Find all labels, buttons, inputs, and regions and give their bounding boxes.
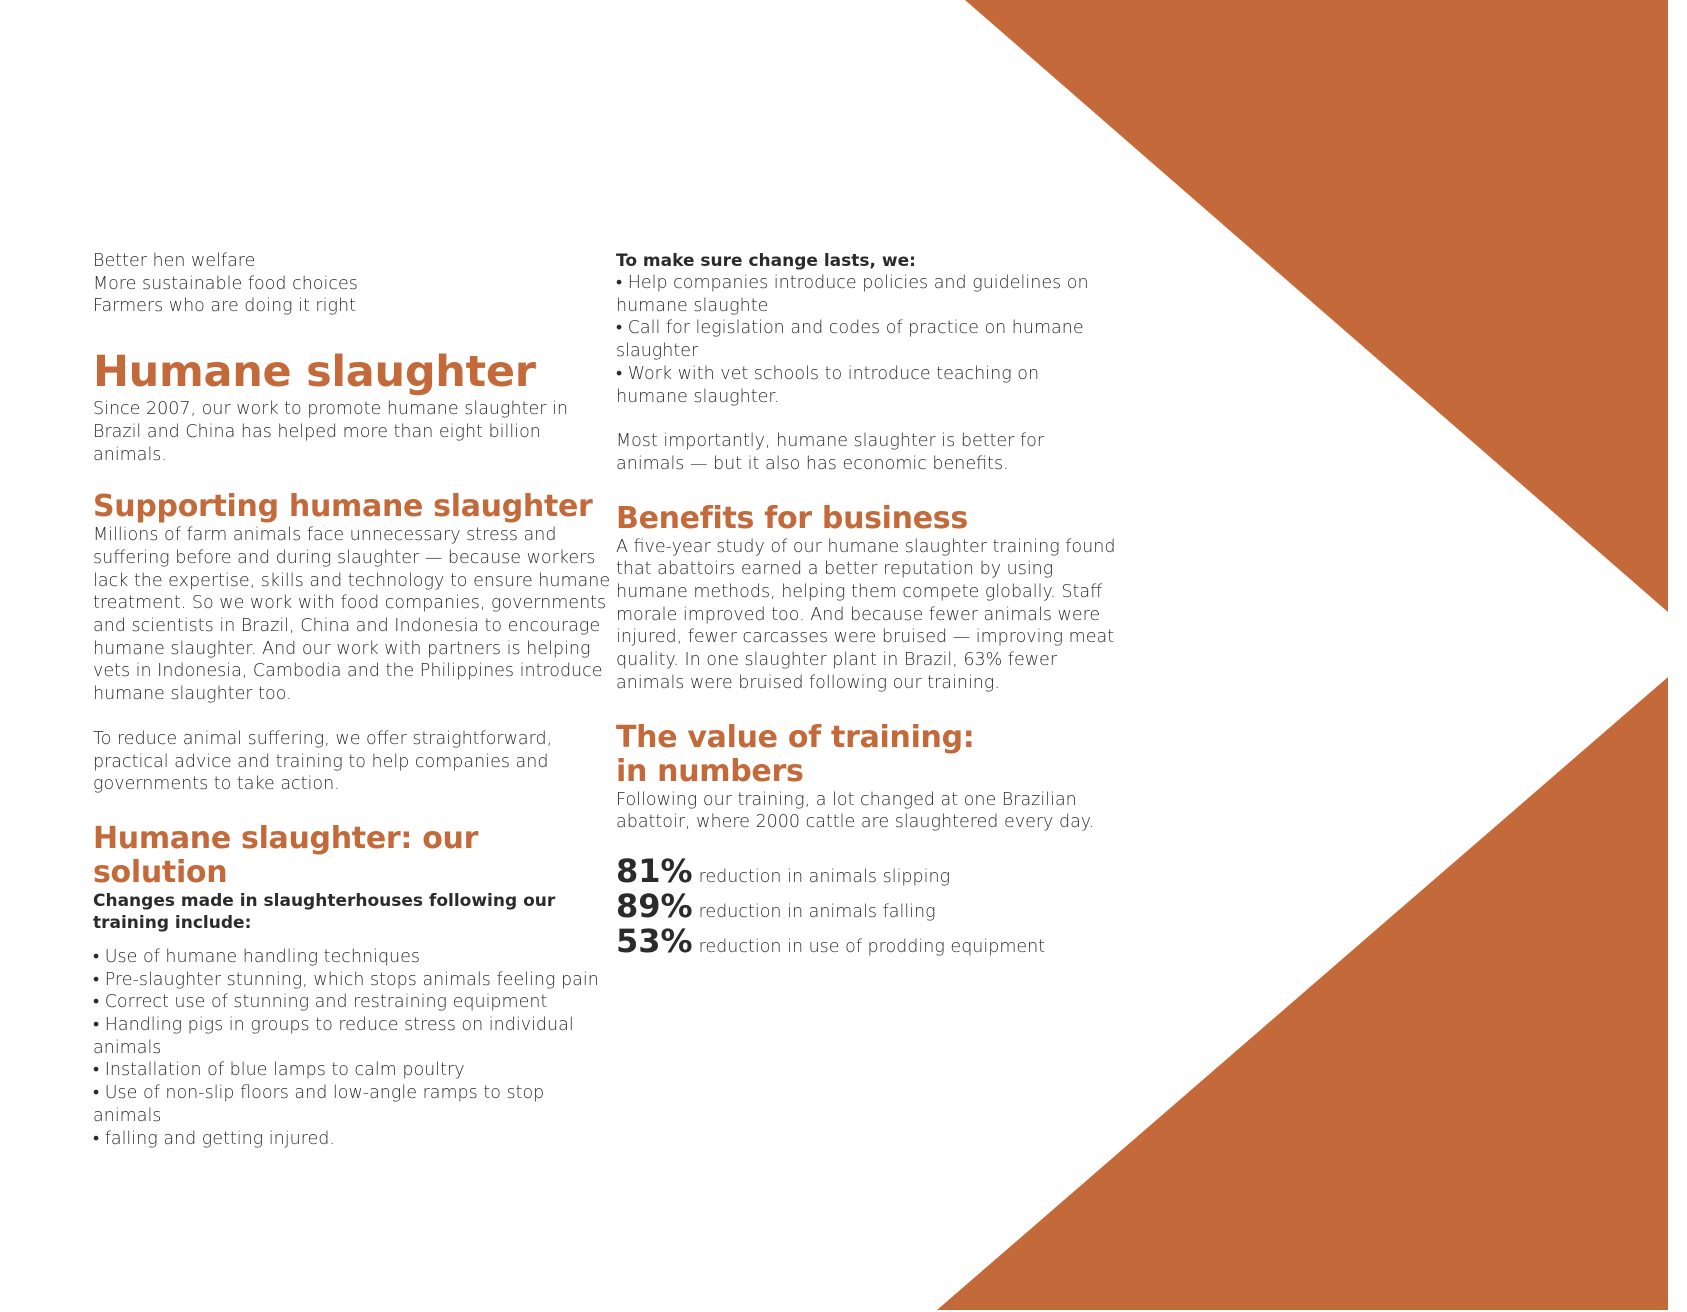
lasting-note: Most importantly, humane slaughter is better for animals — but it also has economic benefits.	[616, 431, 1045, 474]
list-item: • Pre-slaughter stunning, which stops animals feeling pain	[93, 969, 599, 990]
solution-list	[93, 946, 613, 1150]
stat-row	[616, 921, 1116, 960]
value-heading-line2: in numbers	[616, 753, 804, 789]
page-title: Humane slaughter	[93, 347, 536, 398]
list-item: • Correct use of stunning and restraining equipment	[93, 992, 548, 1013]
stat-label: reduction in use of prodding equipment	[698, 936, 1046, 957]
intro-line: Better hen welfare	[93, 251, 256, 271]
stat-label: reduction in animals slipping	[698, 866, 951, 887]
solution-heading: Humane slaughter: our solution	[93, 820, 479, 890]
value-intro: Following our training, a lot changed at one Brazilian abattoir, where 2000 cattle are slaughtered every day.	[616, 789, 1095, 833]
supporting-paragraph-2: To reduce animal suffering, we offer straightforward, practical advice and training to help companies and governments to take action.	[93, 728, 553, 795]
list-item: • Use of non-slip floors and low-angle ramps to stop animals	[93, 1083, 545, 1126]
benefits-heading: Benefits for business	[616, 500, 968, 536]
stat-row	[616, 886, 1116, 925]
list-item: • Help companies introduce policies and guidelines on humane slaughte	[616, 273, 1089, 316]
lasting-heading: To make sure change lasts, we:	[616, 251, 916, 271]
benefits-paragraph: A five-year study of our humane slaughter training found that abattoirs earned a better reputation by using humane methods, helping them compete globally. Staff morale improved too. And because fewer animals were injured, fewer carcasses were bruised — improving meat quality. In one slaughter plant in Brazil, 63% fewer animals were bruised following our training.	[616, 536, 1116, 693]
value-heading	[616, 721, 1116, 789]
stat-row	[616, 851, 1116, 890]
list-item: • Use of humane handling techniques	[93, 946, 421, 967]
stat-label: reduction in animals falling	[698, 901, 936, 922]
list-item: • Work with vet schools to introduce teaching on humane slaughter.	[616, 363, 1040, 407]
supporting-heading: Supporting humane slaughter	[93, 489, 593, 525]
intro-lines	[93, 250, 613, 318]
value-heading-line1: The value of training:	[616, 719, 975, 755]
intro-line: Farmers who are doing it right	[93, 296, 356, 317]
supporting-paragraph: Millions of farm animals face unnecessary stress and suffering before and during slaughter — because workers lack the expertise, skills and technology to ensure humane treatment. So we work with food companies, governments and scientists in Brazil, China and Indonesia to encourage humane slaughter. And our work with partners is helping vets in Indonesia, Cambodia and the Philippines introduce humane slaughter too.	[93, 525, 611, 705]
main-intro: Since 2007, our work to promote humane slaughter in Brazil and China has helped more than eight billion animals.	[93, 399, 568, 465]
intro-line: More sustainable food choices	[93, 273, 358, 294]
solution-subheading: Changes made in slaughterhouses following our training include:	[93, 890, 556, 933]
left-column	[93, 250, 613, 1150]
stats-list	[616, 851, 1116, 960]
list-item: • falling and getting injured.	[93, 1128, 335, 1149]
list-item: • Installation of blue lamps to calm poultry	[93, 1060, 465, 1081]
stat-value: 53%	[616, 921, 693, 960]
right-column	[616, 250, 1116, 959]
list-item: • Handling pigs in groups to reduce stress on individual animals	[93, 1015, 574, 1058]
stat-value: 81%	[616, 851, 693, 890]
list-item: • Call for legislation and codes of practice on humane slaughter	[616, 318, 1084, 362]
lasting-list	[616, 272, 1116, 408]
stat-value: 89%	[616, 886, 693, 925]
